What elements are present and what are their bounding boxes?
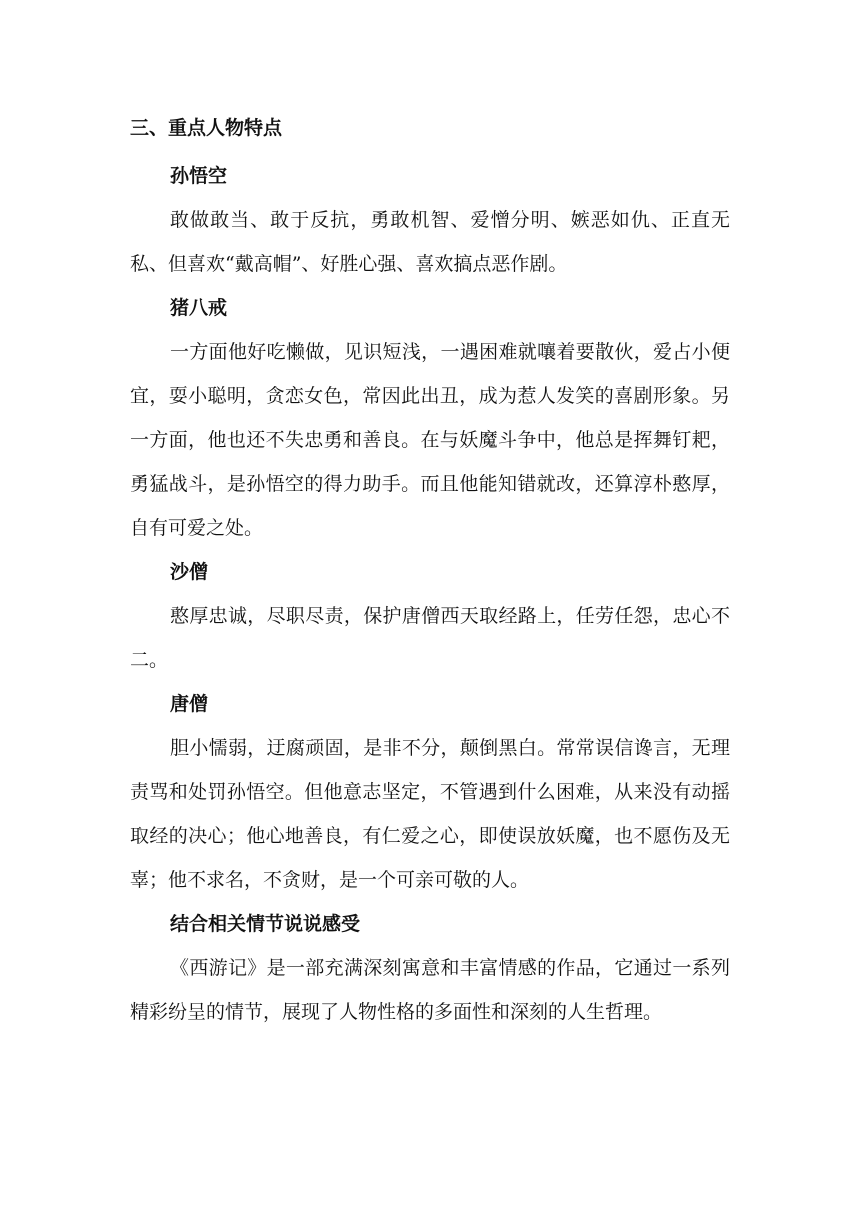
character-name: 孙悟空 [170, 165, 228, 187]
character-description: 一方面他好吃懒做，见识短浅，一遇困难就嚷着要散伙，爱占小便宜，耍小聪明，贪恋女色，常因此出丑，成为惹人发笑的喜剧形象。另一方面，他也还不失忠勇和善良。在与妖魔斗争中，他总是挥舞钉耙，勇猛战斗，是孙悟空的得力助手。而且他能知错就改，还算淳朴憨厚，自有可爱之处。 [130, 341, 730, 539]
character-name: 沙僧 [170, 561, 209, 583]
character-description: 憨厚忠诚，尽职尽责，保护唐僧西天取经路上，任劳任怨，忠心不二。 [130, 605, 730, 671]
reflection-text: 《西游记》是一部充满深刻寓意和丰富情感的作品，它通过一系列精彩纷呈的情节，展现了人物性格的多面性和深刻的人生哲理。 [130, 957, 730, 1023]
character-block-sun-wukong [130, 154, 730, 286]
reflection-block [130, 902, 730, 1034]
document-page [130, 108, 730, 1034]
character-block-zhu-bajie [130, 286, 730, 550]
character-name: 猪八戒 [170, 297, 228, 319]
reflection-heading: 结合相关情节说说感受 [170, 913, 361, 935]
character-description: 敢做敢当、敢于反抗，勇敢机智、爱憎分明、嫉恶如仇、正直无私、但喜欢“戴高帽”、好胜心强、喜欢搞点恶作剧。 [130, 209, 730, 275]
character-block-sha-seng [130, 550, 730, 682]
character-description: 胆小懦弱，迂腐顽固，是非不分，颠倒黑白。常常误信谗言，无理责骂和处罚孙悟空。但他意志坚定，不管遇到什么困难，从来没有动摇取经的决心；他心地善良，有仁爱之心，即使误放妖魔，也不愿伤及无辜；他不求名，不贪财，是一个可亲可敬的人。 [130, 737, 730, 891]
section-title: 三、重点人物特点 [130, 117, 283, 139]
character-name: 唐僧 [170, 693, 209, 715]
character-block-tang-seng [130, 682, 730, 902]
